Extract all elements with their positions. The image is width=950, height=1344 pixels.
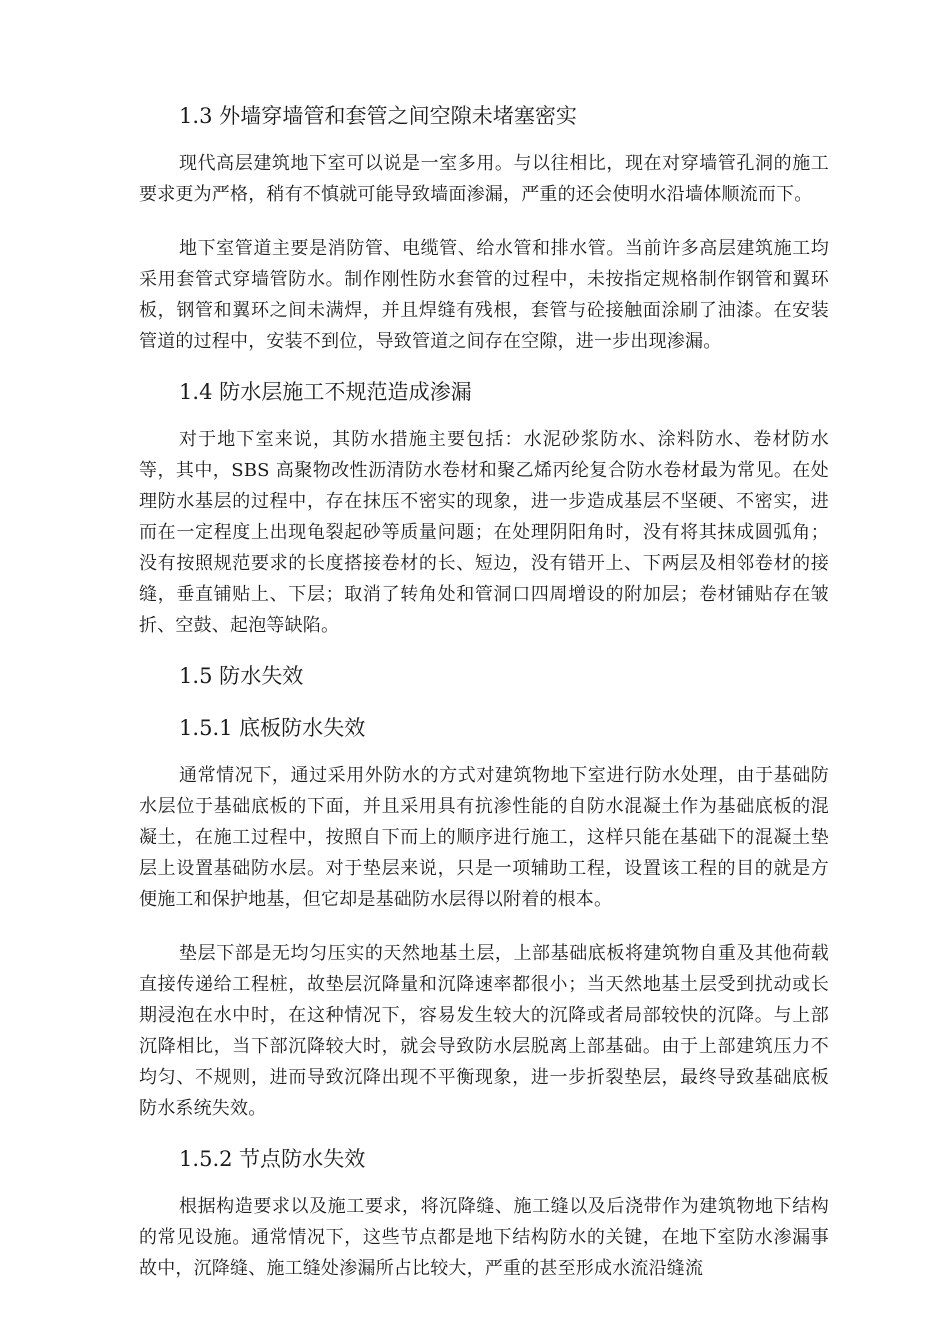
subsection-heading-1-5-1 xyxy=(139,712,829,744)
section-heading-1-4: 1.4 防水层施工不规范造成渗漏 xyxy=(179,379,472,404)
subsection-title: 底板防水失效 xyxy=(239,715,366,740)
paragraph: 垫层下部是无均匀压实的天然地基土层，上部基础底板将建筑物自重及其他荷载直接传递给工程桩，故垫层沉降量和沉降速率都很小；当天然地基土层受到扰动或长期浸泡在水中时，在这种情况下，容易发生较大的沉降或者局部较快的沉降。与上部沉降相比，当下部沉降较大时，就会导致防水层脱离上部基础。由于上部建筑压力不均匀、不规则，进而导致沉降出现不平衡现象，进一步折裂垫层，最终导致基础底板防水系统失效。 xyxy=(139,943,829,1119)
paragraph: 根据构造要求以及施工要求，将沉降缝、施工缝以及后浇带作为建筑物地下结构的常见设施。通常情况下，这些节点都是地下结构防水的关键，在地下室防水渗漏事故中，沉降缝、施工缝处渗漏所占比较大，严重的甚至形成水流沿缝流 xyxy=(139,1196,829,1279)
subsection-heading-1-5-2 xyxy=(139,1143,829,1175)
paragraph: 通常情况下，通过采用外防水的方式对建筑物地下室进行防水处理，由于基础防水层位于基础底板的下面，并且采用具有抗渗性能的自防水混凝土作为基础底板的混凝土，在施工过程中，按照自下而上的顺序进行施工，这样只能在基础下的混凝土垫层上设置基础防水层。对于垫层来说，只是一项辅助工程，设置该工程的目的就是方便施工和保护地基，但它却是基础防水层得以附着的根本。 xyxy=(139,765,829,910)
subsection-number: 1.5.1 xyxy=(179,715,233,740)
paragraph: 对于地下室来说，其防水措施主要包括：水泥砂浆防水、涂料防水、卷材防水等，其中，SBS 高聚物改性沥清防水卷材和聚乙烯丙纶复合防水卷材最为常见。在处理防水基层的过程中，存在抹压不密实的现象，进一步造成基层不坚硬、不密实，进而在一定程度上出现龟裂起砂等质量问题；在处理阴阳角时，没有将其抹成圆弧角；没有按照规范要求的长度搭接卷材的长、短边，没有错开上、下两层及相邻卷材的接缝，垂直铺贴上、下层；取消了转角处和管洞口四周增设的附加层；卷材铺贴存在皱折、空鼓、起泡等缺陷。 xyxy=(139,429,829,636)
section-heading-1-3: 1.3 外墙穿墙管和套管之间空隙未堵塞密实 xyxy=(179,103,577,128)
section-heading-1-5: 1.5 防水失效 xyxy=(179,663,304,688)
subsection-title: 节点防水失效 xyxy=(239,1146,366,1171)
subsection-number: 1.5.2 xyxy=(179,1146,233,1171)
paragraph: 地下室管道主要是消防管、电缆管、给水管和排水管。当前许多高层建筑施工均采用套管式穿墙管防水。制作刚性防水套管的过程中，未按指定规格制作钢管和翼环板，钢管和翼环之间未满焊，并且焊缝有残根，套管与砼接触面涂刷了油漆。在安装管道的过程中，安装不到位，导致管道之间存在空隙，进一步出现渗漏。 xyxy=(139,238,829,352)
document-page xyxy=(139,100,829,1284)
paragraph: 现代高层建筑地下室可以说是一室多用。与以往相比，现在对穿墙管孔洞的施工要求更为严格，稍有不慎就可能导致墙面渗漏，严重的还会使明水沿墙体顺流而下。 xyxy=(139,153,829,205)
